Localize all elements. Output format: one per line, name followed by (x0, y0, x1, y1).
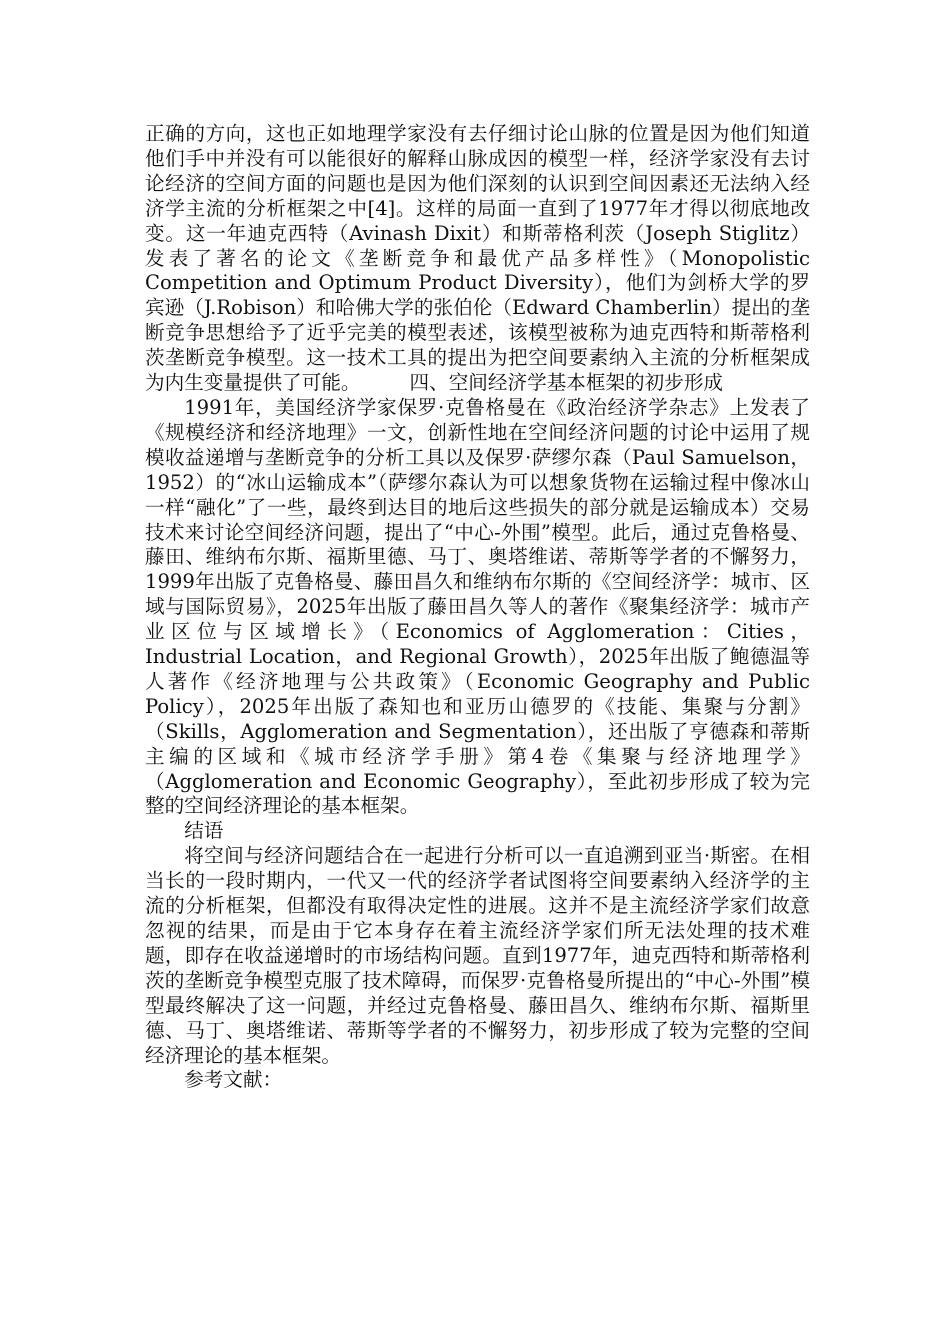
paragraph-krugman: 1991年，美国经济学家保罗·克鲁格曼在《政治经济学杂志》上发表了《规模经济和经济地理》一文，创新性地在空间经济问题的讨论中运用了规模收益递增与垄断竞争的分析工具以及保罗·萨缪尔森（Paul Samuelson，1952）的“冰山运输成本”（萨缪尔森认为可以想象货物在运输过程中像冰山一样“融化”了一些，最终到达目的地后这些损失的部分就是运输成本）交易技术来讨论空间经济问题，提出了“中心-外围”模型。此后，通过克鲁格曼、藤田、维纳布尔斯、福斯里德、马丁、奥塔维诺、蒂斯等学者的不懈努力，1999年出版了克鲁格曼、藤田昌久和维纳布尔斯的《空间经济学：城市、区域与国际贸易》，2025年出版了藤田昌久等人的著作《聚集经济学：城市产业区位与区域增长》（Economics of Agglomeration：Cities，Industrial Location，and Regional Growth），2025年出版了鲍德温等人著作《经济地理与公共政策》（Economic Geography and Public Policy），2025年出版了森知也和亚历山德罗的《技能、集聚与分割》（Skills，Agglomeration and Segmentation），还出版了亨德森和蒂斯主编的区域和《城市经济学手册》第4卷《集聚与经济地理学》（Agglomeration and Economic Geography），至此初步形成了较为完整的空间经济理论的基本框架。 (145, 395, 810, 818)
document-body (145, 122, 810, 1093)
paragraph-intro: 正确的方向，这也正如地理学家没有去仔细讨论山脉的位置是因为他们知道他们手中并没有可以能很好的解释山脉成因的模型一样，经济学家没有去讨论经济的空间方面的问题也是因为他们深刻的认识到空间因素还无法纳入经济学主流的分析框架之中[4]。这样的局面一直到了1977年才得以彻底地改变。这一年迪克西特（Avinash Dixit）和斯蒂格利茨（Joseph Stiglitz）发表了著名的论文《垄断竞争和最优产品多样性》（Monopolistic Competition and Optimum Product Diversity），他们为剑桥大学的罗宾逊（J.Robison）和哈佛大学的张伯伦（Edward Chamberlin）提出的垄断竞争思想给予了近乎完美的模型表述，该模型被称为迪克西特和斯蒂格利茨垄断竞争模型。这一技术工具的提出为把空间要素纳入主流的分析框架成为内生变量提供了可能。 四、空间经济学基本框架的初步形成 (145, 122, 810, 395)
heading-conclusion: 结语 (184, 819, 224, 843)
heading-references: 参考文献： (184, 1068, 283, 1092)
paragraph-conclusion: 将空间与经济问题结合在一起进行分析可以一直追溯到亚当·斯密。在相当长的一段时期内，一代又一代的经济学者试图将空间要素纳入经济学的主流的分析框架，但都没有取得决定性的进展。这并不是主流经济学家们故意忽视的结果，而是由于它本身存在着主流经济学家们所无法处理的技术难题，即存在收益递增时的市场结构问题。直到1977年，迪克西特和斯蒂格利茨的垄断竞争模型克服了技术障碍，而保罗·克鲁格曼所提出的“中心-外围”模型最终解决了这一问题，并经过克鲁格曼、藤田昌久、维纳布尔斯、福斯里德、马丁、奥塔维诺、蒂斯等学者的不懈努力，初步形成了较为完整的空间经济理论的基本框架。 (145, 844, 810, 1067)
